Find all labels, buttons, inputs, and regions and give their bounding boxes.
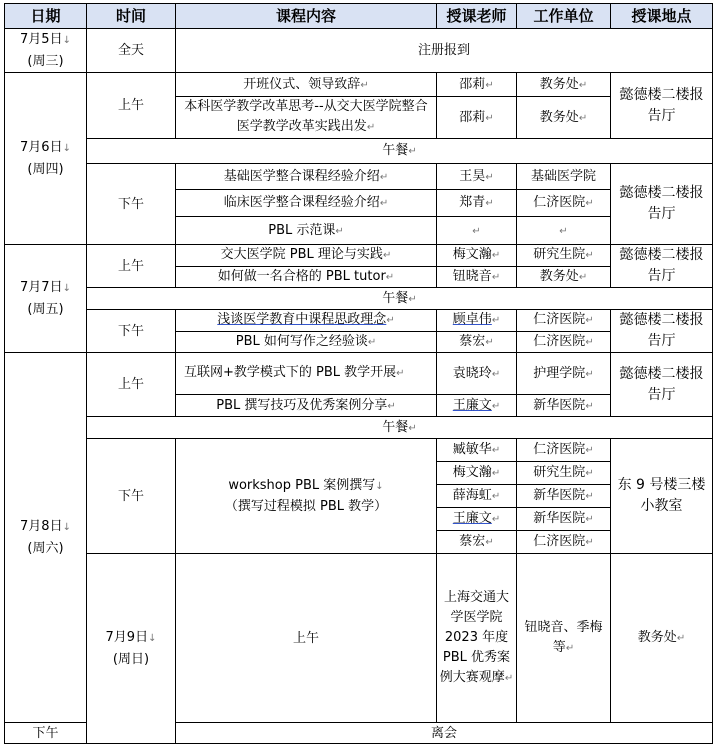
content-cell: 如何做一名合格的 PBL tutor↵ — [176, 266, 437, 288]
place-cell: 懿德楼二楼报告厅 — [611, 164, 713, 245]
content-cell: workshop PBL 案例撰写↓ （撰写过程模拟 PBL 教学） — [176, 439, 437, 554]
lunch-row: 午餐↵ — [87, 417, 713, 439]
unit-cell: 护理学院↵ — [517, 353, 611, 395]
place-cell: 东 9 号楼三楼小教室 — [611, 439, 713, 554]
time-cell: 下午 — [5, 723, 87, 744]
table-row — [5, 288, 713, 310]
teacher-cell: 臧敏华↵ — [437, 439, 517, 462]
table-row — [5, 164, 713, 190]
table-row — [5, 139, 713, 164]
lunch-row: 午餐↵ — [87, 139, 713, 164]
place-cell: 懿德楼二楼报告厅 — [611, 353, 713, 417]
header-content: 课程内容 — [176, 4, 437, 29]
unit-cell: 新华医院↵ — [517, 395, 611, 417]
date-cell: 7月9日↓ (周日) — [87, 554, 176, 744]
teacher-cell: 钮晓音、季梅等↵ — [517, 554, 611, 723]
unit-cell: 基础医学院 — [517, 164, 611, 190]
teacher-cell: 邵莉↵ — [437, 73, 517, 97]
content-cell: 互联网+教学模式下的 PBL 教学开展↵ — [176, 353, 437, 395]
teacher-cell: 薛海虹↵ — [437, 485, 517, 508]
teacher-cell: 梅文瀚↵ — [437, 245, 517, 267]
content-cell: 开班仪式、领导致辞↵ — [176, 73, 437, 97]
content-cell: PBL 撰写技巧及优秀案例分享↵ — [176, 395, 437, 417]
teacher-cell: 袁晓玲↵ — [437, 353, 517, 395]
table-row — [5, 73, 713, 97]
content-cell: 基础医学整合课程经验介绍↵ — [176, 164, 437, 190]
teacher-cell: 蔡宏↵ — [437, 531, 517, 554]
unit-cell: 仁济医院↵ — [517, 310, 611, 332]
header-time: 时间 — [87, 4, 176, 29]
unit-cell: 教务处↵ — [611, 554, 713, 723]
table-row — [5, 245, 713, 267]
content-cell: 注册报到 — [176, 29, 713, 73]
content-cell: 上海交通大学医学院 2023 年度 PBL 优秀案例大赛观摩↵ — [437, 554, 517, 723]
table-row — [5, 554, 713, 723]
unit-cell: 仁济医院↵ — [517, 190, 611, 217]
unit-cell: 研究生院↵ — [517, 245, 611, 267]
date-cell: 7月5日↓ (周三) — [5, 29, 87, 73]
time-cell: 上午 — [176, 554, 437, 723]
table-row — [5, 353, 713, 395]
unit-cell: 教务处↵ — [517, 97, 611, 139]
content-cell: 交大医学院 PBL 理论与实践↵ — [176, 245, 437, 267]
unit-cell: ↵ — [517, 217, 611, 245]
place-cell: 懿德楼二楼报告厅 — [611, 245, 713, 288]
time-cell: 下午 — [87, 310, 176, 353]
content-cell: PBL 如何写作之经验谈↵ — [176, 331, 437, 353]
teacher-cell: 邵莉↵ — [437, 97, 517, 139]
unit-cell: 仁济医院↵ — [517, 439, 611, 462]
time-cell: 全天 — [87, 29, 176, 73]
unit-cell: 仁济医院↵ — [517, 331, 611, 353]
teacher-cell: 钮晓音↵ — [437, 266, 517, 288]
teacher-cell: 郑青↵ — [437, 190, 517, 217]
time-cell: 上午 — [87, 73, 176, 139]
time-cell: 上午 — [87, 245, 176, 288]
time-cell: 上午 — [87, 353, 176, 417]
teacher-cell: 梅文瀚↵ — [437, 462, 517, 485]
table-row — [5, 439, 713, 462]
header-place: 授课地点 — [611, 4, 713, 29]
content-cell: 临床医学整合课程经验介绍↵ — [176, 190, 437, 217]
teacher-cell: ↵ — [437, 217, 517, 245]
unit-cell: 仁济医院↵ — [517, 531, 611, 554]
table-row — [5, 29, 713, 73]
teacher-cell: 王廉文↵ — [437, 395, 517, 417]
date-cell: 7月7日↓ (周五) — [5, 245, 87, 353]
unit-cell: 新华医院↵ — [517, 485, 611, 508]
table-row — [5, 310, 713, 332]
time-cell: 下午 — [87, 439, 176, 554]
unit-cell: 研究生院↵ — [517, 462, 611, 485]
lunch-row: 午餐↵ — [87, 288, 713, 310]
teacher-cell: 顾卓伟↵ — [437, 310, 517, 332]
date-cell: 7月8日↓ (周六) — [5, 353, 87, 723]
header-unit: 工作单位 — [517, 4, 611, 29]
teacher-cell: 王昊↵ — [437, 164, 517, 190]
place-cell: 懿德楼二楼报告厅 — [611, 73, 713, 139]
header-date: 日期 — [5, 4, 87, 29]
unit-cell: 教务处↵ — [517, 73, 611, 97]
place-cell: 懿德楼二楼报告厅 — [611, 310, 713, 353]
date-cell: 7月6日↓ (周四) — [5, 73, 87, 245]
teacher-cell: 蔡宏↵ — [437, 331, 517, 353]
content-cell: 浅谈医学教育中课程思政理念↵ — [176, 310, 437, 332]
content-cell: 本科医学教学改革思考--从交大医学院整合医学教学改革实践出发↵ — [176, 97, 437, 139]
header-row — [5, 4, 713, 29]
header-teacher: 授课老师 — [437, 4, 517, 29]
unit-cell: 新华医院↵ — [517, 508, 611, 531]
content-cell: 离会 — [176, 723, 713, 744]
teacher-cell: 王廉文↵ — [437, 508, 517, 531]
time-cell: 下午 — [87, 164, 176, 245]
unit-cell: 教务处↵ — [517, 266, 611, 288]
content-cell: PBL 示范课↵ — [176, 217, 437, 245]
table-row — [5, 417, 713, 439]
